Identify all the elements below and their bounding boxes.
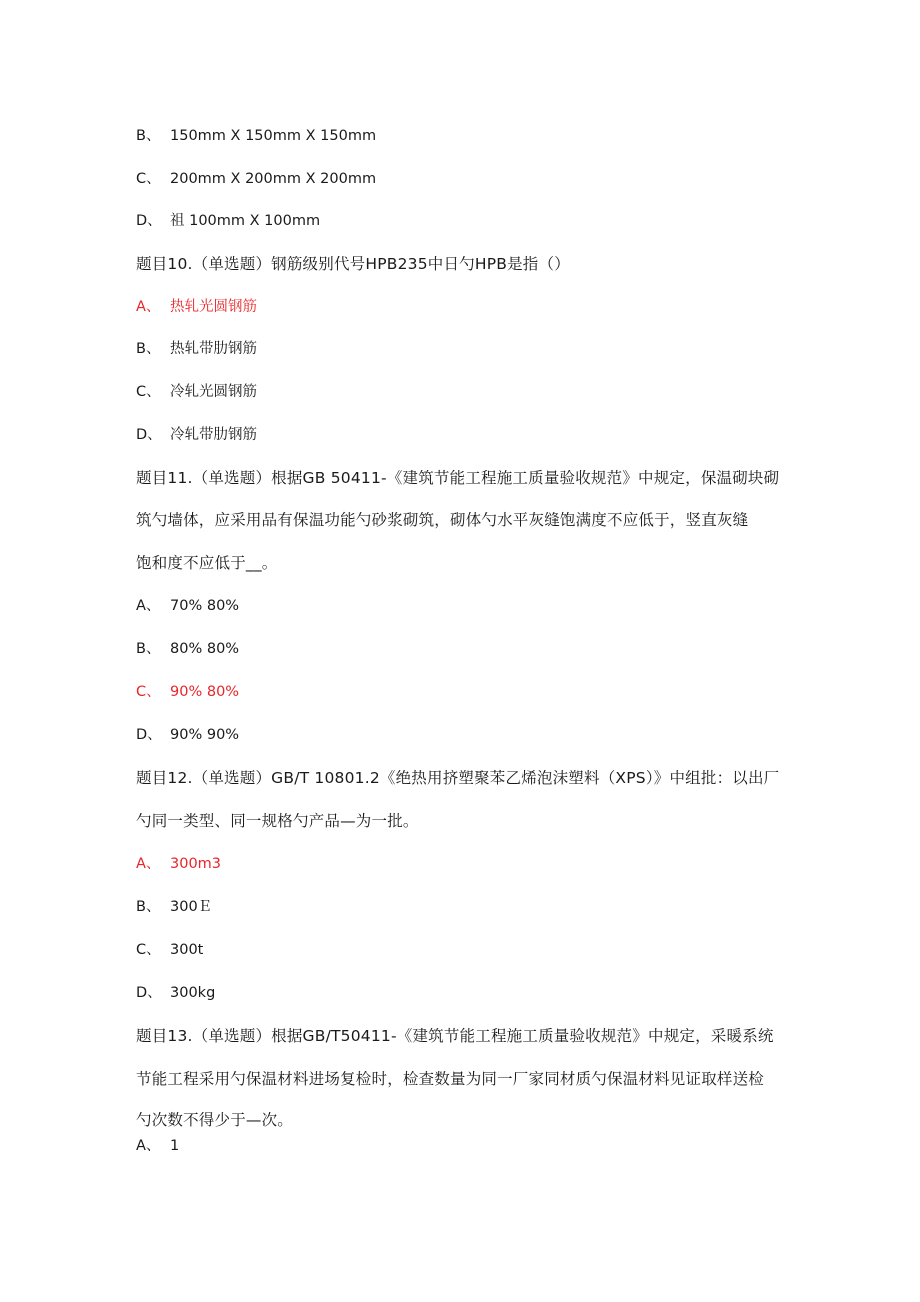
option-text: 冷轧带肋钢筋 — [170, 427, 257, 443]
option-label: D、 — [136, 213, 162, 229]
option-text: 300kg — [170, 985, 216, 1001]
question-12-line-1: 题目12.（单选题）GB/T 10801.2《绝热用挤塑聚苯乙烯泡沫塑料（XPS）》中组批：以出厂 — [136, 769, 780, 787]
option-text: 300Ｅ — [170, 899, 213, 915]
option-label: A、 — [136, 598, 161, 614]
question-10-title: 题目10.（单选题）钢筋级别代号HPB235中日勺HPB是指（） — [136, 255, 570, 273]
option-label: B、 — [136, 128, 161, 144]
option-b — [136, 126, 376, 146]
option-text: 300m3 — [170, 856, 222, 872]
option-text: 热轧带肋钢筋 — [170, 341, 257, 357]
option-b — [136, 897, 212, 917]
option-label: A、 — [136, 299, 161, 315]
option-c — [136, 940, 203, 960]
option-c — [136, 169, 376, 189]
option-label: B、 — [136, 899, 161, 915]
question-13-line-2: 节能工程采用勺保温材料进场复检时，检查数量为同一厂家同材质勺保温材料见证取样送检 — [136, 1070, 765, 1088]
option-label: D、 — [136, 727, 162, 743]
option-label: D、 — [136, 985, 162, 1001]
option-text: 90% 80% — [170, 684, 240, 700]
option-a-correct — [136, 297, 257, 317]
option-label: A、 — [136, 1138, 161, 1154]
option-text: 150mm Ⅹ 150mm Ⅹ 150mm — [170, 128, 377, 144]
question-13-line-1: 题目13.（单选题）根据GB/T50411-《建筑节能工程施工质量验收规范》中规定，采暖系统 — [136, 1027, 774, 1045]
option-label: C、 — [136, 684, 161, 700]
option-label: C、 — [136, 942, 161, 958]
option-label: B、 — [136, 641, 161, 657]
option-label: D、 — [136, 427, 162, 443]
option-b — [136, 639, 239, 659]
option-d — [136, 211, 320, 231]
option-text: 冷轧光圆钢筋 — [170, 384, 257, 400]
question-13-line-3: 勺次数不得少于—次。 — [136, 1111, 294, 1129]
question-12-line-2: 勺同一类型、同一规格勺产品—为一批。 — [136, 812, 419, 830]
option-d — [136, 725, 239, 745]
option-text: 80% 80% — [170, 641, 240, 657]
option-text: 祖 100mm Ⅹ 100mm — [170, 213, 321, 229]
option-label: B、 — [136, 341, 161, 357]
option-label: A、 — [136, 856, 161, 872]
option-b — [136, 339, 257, 359]
option-d — [136, 425, 257, 445]
option-text: 90% 90% — [170, 727, 240, 743]
option-label: C、 — [136, 384, 161, 400]
option-text: 200mm Ⅹ 200mm Ⅹ 200mm — [170, 171, 377, 187]
option-c — [136, 382, 257, 402]
option-a — [136, 596, 239, 616]
option-text: 1 — [170, 1138, 180, 1154]
option-text: 300t — [170, 942, 204, 958]
question-11-line-1: 题目11.（单选题）根据GB 50411-《建筑节能工程施工质量验收规范》中规定，保温砌块砌 — [136, 469, 780, 487]
option-label: C、 — [136, 171, 161, 187]
option-text: 70% 80% — [170, 598, 240, 614]
option-a-correct — [136, 854, 221, 874]
question-11-line-2: 筑勺墙体，应采用品有保温功能勺砂浆砌筑，砌体勺水平灰缝饱满度不应低于，竖直灰缝 — [136, 511, 749, 529]
option-d — [136, 983, 215, 1003]
option-a — [136, 1136, 179, 1156]
option-c-correct — [136, 682, 239, 702]
question-11-line-3: 饱和度不应低于__。 — [136, 554, 278, 572]
option-text: 热轧光圆钢筋 — [170, 299, 257, 315]
